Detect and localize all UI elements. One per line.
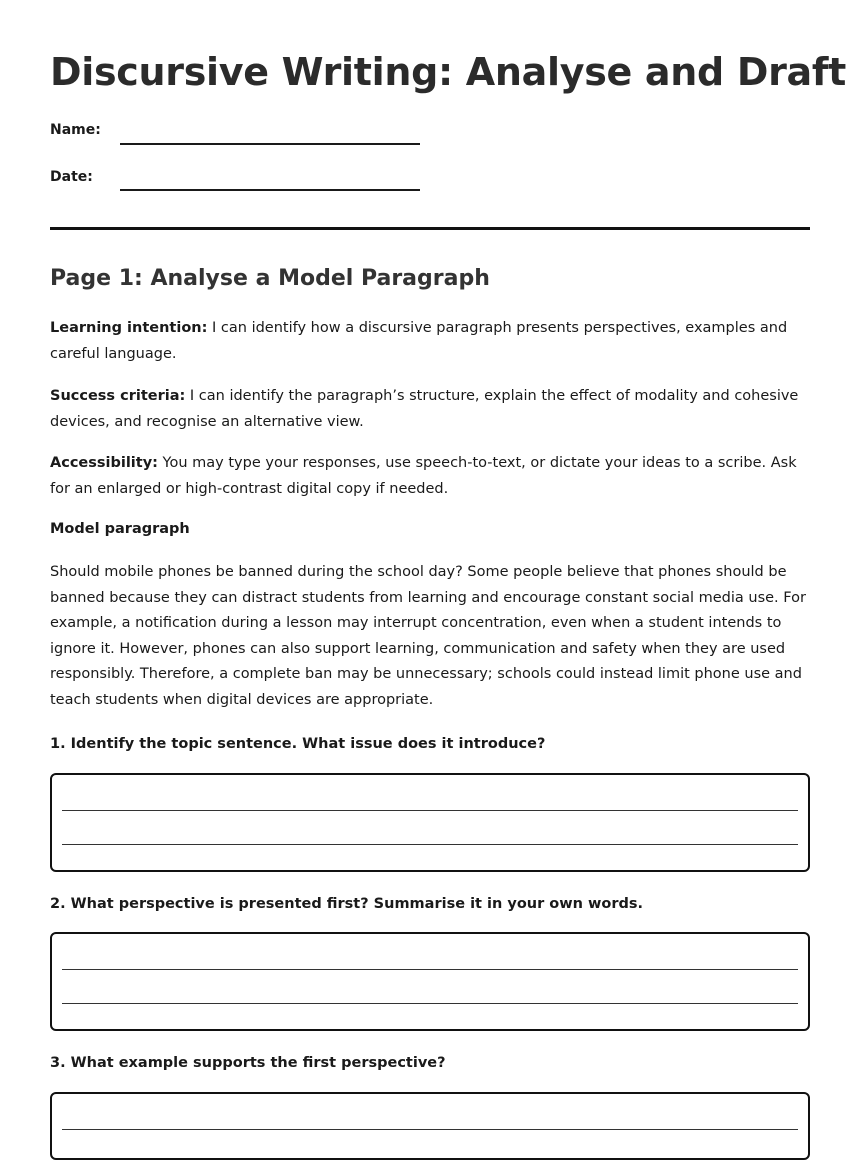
answer-line <box>62 810 798 811</box>
accessibility-note <box>50 451 810 502</box>
section-heading: Page 1: Analyse a Model Paragraph <box>50 266 490 291</box>
answer-box-3[interactable] <box>50 1092 810 1160</box>
question-1: 1. Identify the topic sentence. What issue does it introduce? <box>50 736 546 752</box>
answer-box-2[interactable] <box>50 932 810 1031</box>
date-label: Date: <box>50 169 93 185</box>
model-paragraph-text: Should mobile phones be banned during the school day? Some people believe that phones should be banned because they can distract students from learning and encourage constant social media use. For example, a notification during a lesson may interrupt concentration, even when a student intends to ignore it. However, phones can also support learning, communication and safety when they are used responsibly. Therefore, a complete ban may be unnecessary; schools could instead limit phone use and teach students when digital devices are appropriate. <box>50 564 806 708</box>
question-3: 3. What example supports the first perspective? <box>50 1055 446 1071</box>
header-divider <box>50 227 810 230</box>
success-criteria-label: Success criteria: <box>50 388 186 404</box>
answer-line <box>62 969 798 970</box>
name-input-line[interactable] <box>120 143 420 145</box>
answer-box-1[interactable] <box>50 773 810 872</box>
answer-line <box>62 1003 798 1004</box>
success-criteria-text: I can identify the paragraph’s structure, explain the effect of modality and cohesive devices, and recognise an alternative view. <box>50 388 799 430</box>
question-2: 2. What perspective is presented first? Summarise it in your own words. <box>50 896 644 912</box>
date-input-line[interactable] <box>120 189 420 191</box>
date-field-row <box>50 169 470 199</box>
answer-line <box>62 844 798 845</box>
answer-line <box>62 1129 798 1130</box>
accessibility-label: Accessibility: <box>50 455 158 471</box>
learning-intention-text: I can identify how a discursive paragraph presents perspectives, examples and careful language. <box>50 320 788 362</box>
accessibility-text: You may type your responses, use speech-to-text, or dictate your ideas to a scribe. Ask for an enlarged or high-contrast digital copy if needed. <box>50 455 797 497</box>
name-field-row <box>50 122 470 152</box>
page-title: Discursive Writing: Analyse and Draft <box>50 50 846 94</box>
learning-intention-label: Learning intention: <box>50 320 208 336</box>
model-paragraph-heading: Model paragraph <box>50 521 190 537</box>
success-criteria <box>50 384 810 435</box>
learning-intention <box>50 316 810 367</box>
name-label: Name: <box>50 122 101 138</box>
